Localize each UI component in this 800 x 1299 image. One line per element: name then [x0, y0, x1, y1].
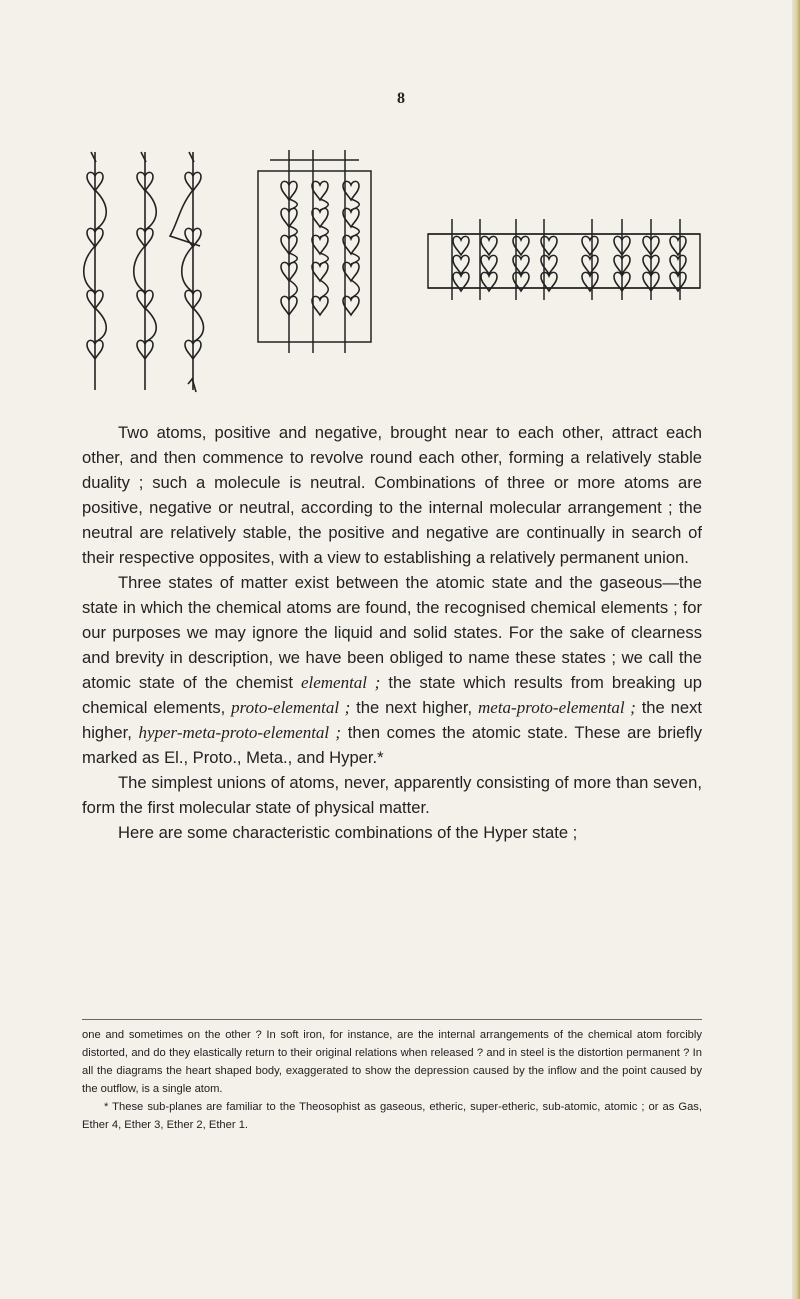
footnotes: [82, 1026, 702, 1134]
footnote-continuation: one and sometimes on the other ? In soft iron, for instance, are the internal arrangements of the chemical atom forcibly distorted, and do they elastically return to their original relations when released ? and in steel is the distortion permanent ? In all the diagrams the heart shaped body, exaggerated to show the depression caused by the inflow and the point caused by the outflow, is a single atom.: [82, 1029, 702, 1095]
footnote-star: * These sub-planes are familiar to the Theosophist as gaseous, etheric, super-etheric, sub-atomic, atomic ; or as Gas, Ether 4, Ether 3, Ether 2, Ether 1.: [82, 1101, 702, 1131]
paragraph-4: Here are some characteristic combinations of the Hyper state ;: [118, 823, 578, 842]
footnote-divider: [82, 1019, 702, 1020]
figure-box-three: [258, 150, 371, 353]
page-number: 8: [397, 90, 405, 107]
term-elemental: elemental ;: [300, 673, 381, 692]
term-proto-elemental: proto-elemental ;: [231, 698, 351, 717]
paragraph-1: Two atoms, positive and negative, brought near to each other, attract each other, and then commence to revolve round each other, forming a relatively stable duality ; such a molecule is neutral. Combinations of three or more atoms are positive, negative or neutral, according to the internal molecular arrangement ; the neutral are relatively stable, the positive and negative are continually in search of their respective opposites, with a view to establishing a relatively permanent union.: [82, 423, 702, 567]
term-meta-proto-elemental: meta-proto-elemental ;: [478, 698, 636, 717]
term-hyper-meta-proto-elemental: hyper-meta-proto-elemental ;: [138, 723, 342, 742]
molecule-diagrams: [0, 0, 800, 420]
paragraph-3: The simplest unions of atoms, never, apparently consisting of more than seven, form the first molecular state of physical matter.: [82, 773, 702, 817]
figure-three-chains: [84, 152, 204, 392]
paragraph-2: Three states of matter exist between the atomic state and the gaseous—the state in which the chemical atoms are found, the recognised chemical elements ; for our purposes we may ignore the liquid and solid states. For the sake of clearness and brevity in description, we have been obliged to name these states ; we call the atomic state of the chemist elemental ; the state which results from breaking up chemical elements, proto-elemental ; the next higher, meta-proto-elemental ; the next higher, hyper-meta-proto-elemental ; then comes the atomic state. These are briefly marked as El., Proto., Meta., and Hyper.*: [82, 573, 702, 767]
body-text: [82, 420, 702, 845]
